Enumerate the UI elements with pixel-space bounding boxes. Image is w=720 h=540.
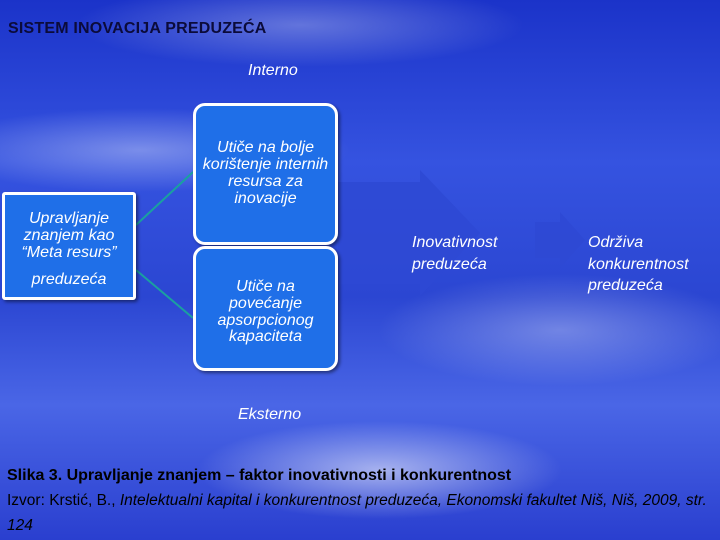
connector-left-to-bottom	[136, 270, 193, 318]
box-absorptive-capacity	[193, 246, 338, 371]
connector-left-to-top	[136, 172, 193, 225]
caption-source-prefix: Izvor: Krstić, B.,	[7, 492, 120, 509]
outcome-competitiveness: Održiva konkurentnost preduzeća	[588, 234, 689, 295]
box-knowledge-management	[2, 192, 136, 300]
arrow-to-competitiveness	[535, 212, 585, 268]
caption-source	[7, 488, 713, 538]
box-bottom-text: Utiče na povećanje apsorpcionog kapaciteta	[217, 277, 314, 346]
box-left-line1: Upravljanje znanjem kao “Meta resurs”	[21, 210, 117, 261]
label-external: Eksterno	[238, 406, 302, 423]
caption-source-title: Intelektualni kapital i konkurentnost preduzeća, Ekonomski fakultet Niš, Niš, 2009, str. 124	[7, 492, 707, 534]
box-internal-resources	[193, 103, 338, 245]
figure-caption	[7, 463, 713, 538]
caption-figure-title: Slika 3. Upravljanje znanjem – faktor inovativnosti i konkurentnost	[7, 467, 512, 484]
label-internal: Interno	[248, 62, 298, 79]
page-title: SISTEM INOVACIJA PREDUZEĆA	[8, 20, 267, 37]
box-left-line2: preduzeća	[31, 270, 107, 288]
outcome-innovativeness: Inovativnost preduzeća	[412, 234, 498, 273]
box-top-text: Utiče na bolje korištenje internih resursa za inovacije	[202, 139, 329, 207]
